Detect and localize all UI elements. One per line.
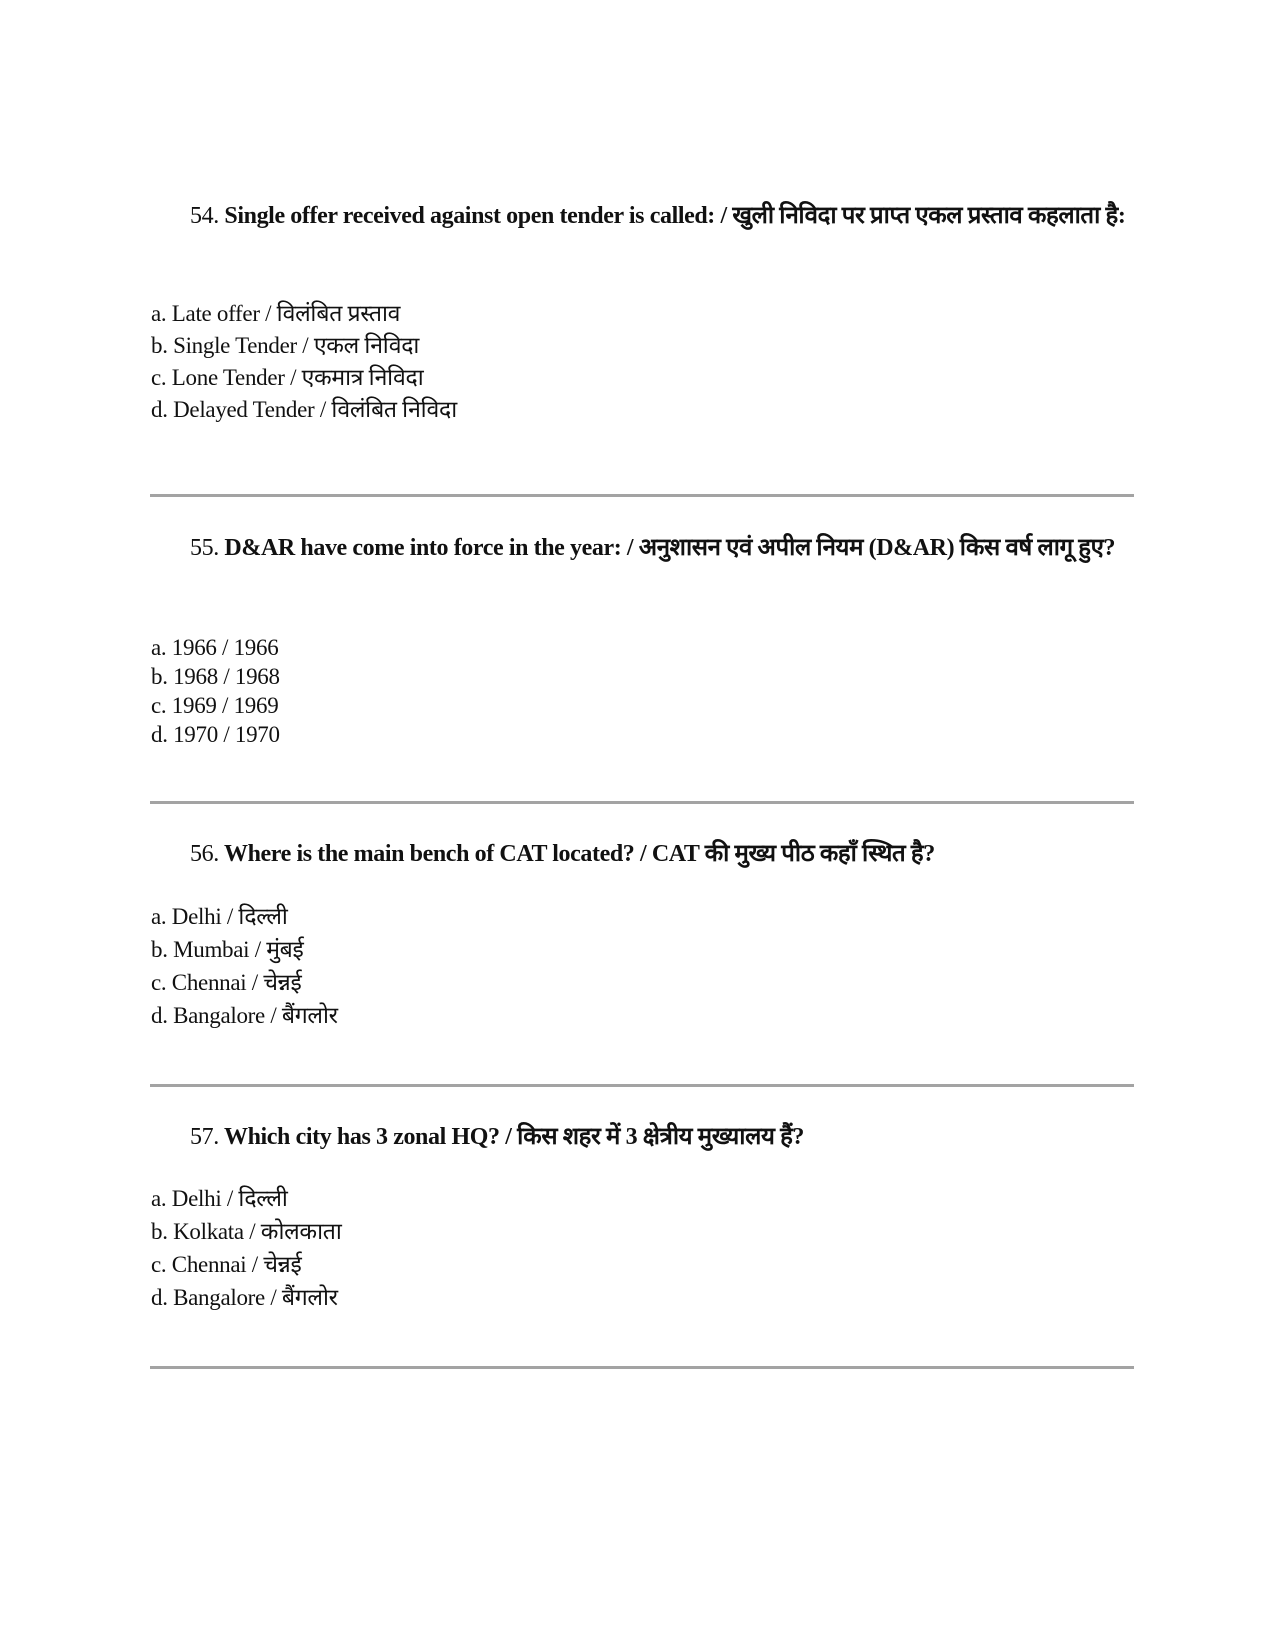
option-b: b. 1968 / 1968 bbox=[151, 664, 280, 689]
option-c: c. Chennai / चेन्नई bbox=[151, 970, 302, 995]
question-number: 54. bbox=[190, 203, 219, 229]
option-a: a. Delhi / दिल्ली bbox=[151, 904, 288, 929]
option-b: b. Mumbai / मुंबई bbox=[151, 937, 304, 962]
option-c: c. 1969 / 1969 bbox=[151, 693, 279, 718]
question-number: 57. bbox=[190, 1124, 219, 1150]
option-a: a. Late offer / विलंबित प्रस्ताव bbox=[151, 301, 401, 326]
divider bbox=[150, 494, 1134, 497]
question-heading bbox=[190, 1121, 1146, 1154]
question-text: Single offer received against open tender is called: / खुली निविदा पर प्राप्त एकल प्रस्ताव कहलाता है: bbox=[224, 203, 1126, 229]
question-text: Where is the main bench of CAT located? / CAT की मुख्य पीठ कहाँ स्थित है? bbox=[223, 841, 935, 867]
question-number: 55. bbox=[190, 535, 219, 561]
divider bbox=[150, 801, 1134, 804]
divider bbox=[150, 1084, 1134, 1087]
option-a: a. Delhi / दिल्ली bbox=[151, 1186, 288, 1211]
question-number: 56. bbox=[190, 841, 219, 867]
question-heading bbox=[190, 838, 1146, 871]
option-d: d. 1970 / 1970 bbox=[151, 722, 280, 747]
question-text: D&AR have come into force in the year: / अनुशासन एवं अपील नियम (D&AR) किस वर्ष लागू हुए? bbox=[224, 535, 1116, 561]
option-b: b. Kolkata / कोलकाता bbox=[151, 1219, 342, 1244]
option-a: a. 1966 / 1966 bbox=[151, 635, 279, 660]
option-c: c. Chennai / चेन्नई bbox=[151, 1252, 302, 1277]
divider bbox=[150, 1366, 1134, 1369]
option-d: d. Delayed Tender / विलंबित निविदा bbox=[151, 397, 457, 422]
question-text: Which city has 3 zonal HQ? / किस शहर में 3 क्षेत्रीय मुख्यालय हैं? bbox=[223, 1124, 805, 1150]
option-d: d. Bangalore / बैंगलोर bbox=[151, 1285, 338, 1310]
question-heading bbox=[190, 532, 1146, 565]
option-c: c. Lone Tender / एकमात्र निविदा bbox=[151, 365, 424, 390]
options-list bbox=[151, 298, 457, 426]
options-list bbox=[151, 633, 280, 749]
options-list bbox=[151, 900, 338, 1032]
option-b: b. Single Tender / एकल निविदा bbox=[151, 333, 420, 358]
options-list bbox=[151, 1182, 342, 1314]
question-heading bbox=[190, 200, 1146, 233]
option-d: d. Bangalore / बैंगलोर bbox=[151, 1003, 338, 1028]
